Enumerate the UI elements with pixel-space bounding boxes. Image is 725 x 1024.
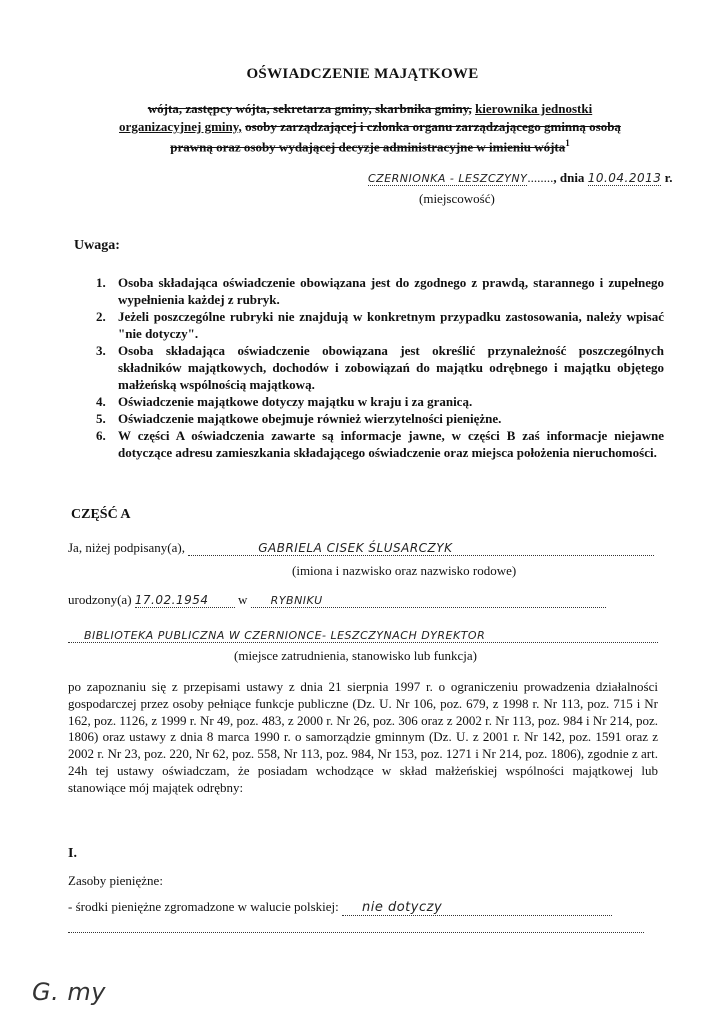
note-item: 3. Osoba składająca oświadczenie obowiązana jest określić przynależność poszczególnych składników majątkowych, dochodów i zobowiązań do majątku odrębnego i majątku objętego małżeńską wspólnością majątkową.: [96, 343, 664, 392]
document-title: OŚWIADCZENIE MAJĄTKOWE: [246, 66, 479, 82]
footnote-mark: 1: [565, 138, 570, 148]
notes-heading: Uwaga:: [74, 238, 120, 253]
header-line-2: [30, 119, 710, 135]
cash-pln-label: - środki pieniężne zgromadzone w walucie polskiej:: [68, 899, 339, 914]
section-i-heading: I.: [68, 846, 77, 861]
struck-text: osoby zarządzającej i członka organu zarządzającego gminną osobą: [245, 119, 621, 134]
notes-list: [96, 274, 664, 461]
struck-text: wójta, zastępcy wójta, sekretarza gminy, skarbnika gminy,: [147, 101, 472, 116]
note-item: 6. W części A oświadczenia zawarte są informacje jawne, w części B zaś informacje niejawne dotyczące adresu zamieszkania składającego oświadczenie oraz miejsca położenia nieruchomości.: [96, 428, 664, 460]
born-label: urodzony(a): [68, 592, 132, 607]
employment-value: BIBLIOTEKA PUBLICZNA W CZERNIONCE- LESZCZYNACH DYREKTOR: [68, 629, 658, 643]
dnia-label: , dnia: [553, 170, 585, 185]
header-line-3: [30, 138, 710, 155]
cash-pln-value: nie dotyczy: [342, 900, 612, 916]
place-date-line: [368, 170, 688, 186]
section-i-label: Zasoby pieniężne:: [68, 873, 163, 888]
struck-text: prawną oraz osoby wydającej decyzje administracyjne w imieniu wójta: [170, 139, 566, 155]
signed-line: [68, 540, 658, 556]
part-a-heading: CZĘŚĆ A: [71, 507, 131, 522]
note-item: 4. Oświadczenie majątkowe dotyczy majątku w kraju i za granicą.: [96, 394, 473, 409]
birth-date-value: 17.02.1954: [135, 593, 235, 608]
note-item: 2. Jeżeli poszczególne rubryki nie znajdują w konkretnym przypadku zastosowania, należy wpisać "nie dotyczy".: [96, 309, 664, 341]
kept-text: kierownika jednostki: [475, 101, 593, 116]
signed-label: Ja, niżej podpisany(a),: [68, 540, 185, 555]
place-dots: ........: [527, 170, 554, 185]
cash-pln-line: [68, 899, 668, 916]
kept-text: organizacyjnej gminy,: [119, 119, 242, 134]
signature-initials: G. my: [32, 978, 106, 1006]
statement-body: po zapoznaniu się z przepisami ustawy z dnia 21 sierpnia 1997 r. o ograniczeniu prowadzenia działalności gospodarczej przez osoby pełniące funkcje publiczne (Dz. U. Nr 106, poz. 679, z 1998 r. Nr 113, poz. 715 i Nr 162, poz. 1126, z 1999 r. Nr 49, poz. 483, z 2000 r. Nr 26, poz. 306 oraz z 2002 r. Nr 113, poz. 984 i Nr 214, poz. 1806) oraz ustawy z dnia 8 marca 1990 r. o samorządzie gminnym (Dz. U. z 2001 r. Nr 142, poz. 1591 oraz z 2002 r. Nr 23, poz. 220, Nr 62, poz. 558, Nr 113, poz. 984, Nr 153, poz. 1271 i Nr 214, poz. 1806), zgodnie z art. 24h tej ustawy oświadczam, że posiadam wchodzące w skład małżeńskiej wspólności majątkowej lub stanowiące mój majątek odrębny:: [68, 679, 658, 795]
header-line-1: [30, 101, 710, 117]
place-caption: (miejscowość): [419, 191, 495, 206]
dotted-line: [68, 932, 644, 933]
w-label: w: [238, 592, 248, 607]
date-value: 10.04.2013: [587, 171, 662, 185]
born-line: [68, 592, 658, 608]
birth-place-value: RYBNIKU: [251, 594, 606, 608]
note-item: 1. Osoba składająca oświadczenie obowiązana jest do zgodnego z prawdą, starannego i zupełnego wypełnienia każdej z rubryk.: [96, 275, 664, 307]
name-caption: (imiona i nazwisko oraz nazwisko rodowe): [292, 563, 517, 578]
r-label: r.: [664, 170, 673, 185]
employment-caption: (miejsce zatrudnienia, stanowisko lub funkcja): [234, 648, 477, 663]
place-value: CZERNIONKA - LESZCZYNY: [368, 172, 528, 185]
employment-line: [68, 626, 658, 644]
name-value: GABRIELA CISEK ŚLUSARCZYK: [188, 541, 654, 556]
note-item: 5. Oświadczenie majątkowe obejmuje również wierzytelności pieniężne.: [96, 411, 502, 426]
